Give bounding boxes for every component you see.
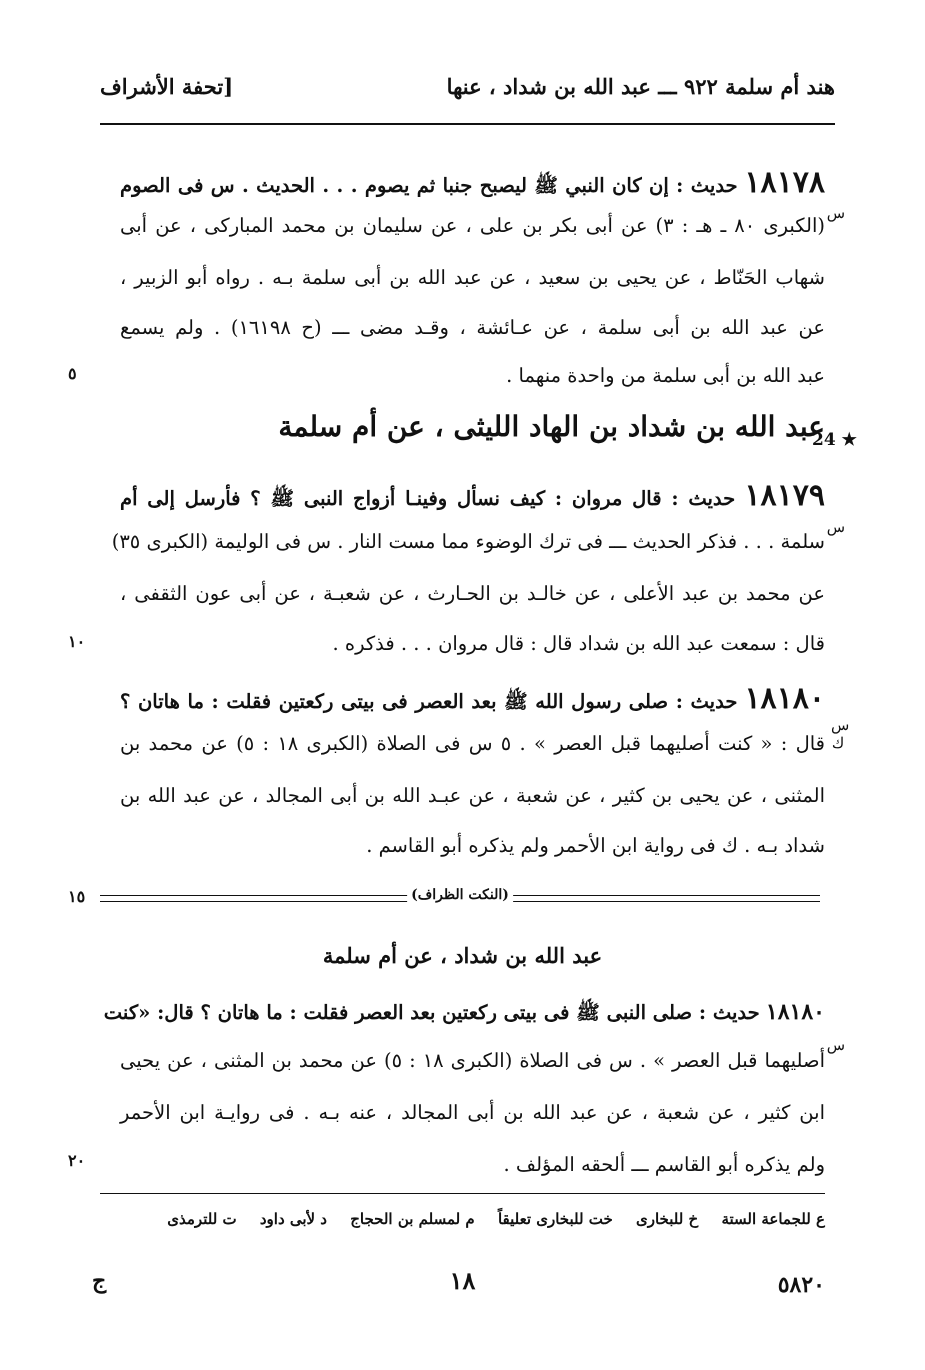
- nukat-divider: [100, 889, 820, 905]
- nukat-subtitle: عبد الله بن شداد ، عن أم سلمة: [322, 943, 603, 968]
- line-number: ١٠: [68, 632, 86, 651]
- hadith-number: ١٨١٧٩: [744, 478, 825, 513]
- line-number: ٢٠: [68, 1151, 86, 1170]
- running-header-left: [تحفة الأشراف: [100, 74, 234, 99]
- page-code: ٥٨٢٠: [777, 1272, 825, 1298]
- entry-line: ١٨١٨٠ حديث : صلى رسول الله ﷺ بعد العصر فى بيتى ركعتين فقلت : ما هاتان ؟: [120, 681, 826, 716]
- entry-line: ابن كثير ، عن شعبة ، عن عبد الله بن أبى المجالد ، عنه بـه . فى روايـة ابن الأحمر: [120, 1101, 825, 1124]
- entry-line: المثنى ، عن يحيى بن كثير ، عن شعبة ، عن عبـد الله بن أبى المجالد ، عن عبد الله بن: [120, 784, 825, 807]
- page-number: ١٨: [449, 1266, 476, 1295]
- margin-siglum: س: [826, 204, 845, 222]
- entry-line: عن محمد بن عبد الأعلى ، عن خالـد بن الحـارث ، عن شعبـة ، عن أبى عون الثقفى ،: [120, 582, 825, 605]
- entry-line: ١٨١٨٠ حديث : صلى النبى ﷺ فى بيتى ركعتين بعد العصر فقلت : ما هاتان ؟ قال: «كنت: [103, 999, 825, 1025]
- abbreviation: ع للجماعة الستة: [721, 1210, 825, 1228]
- abbreviation: خت للبخارى تعليقاً: [497, 1210, 613, 1228]
- entry-line: أصليهما قبل العصر » . س فى الصلاة (الكبرى ١٨ : ٥) عن محمد بن المثنى ، عن يحيى: [120, 1049, 825, 1072]
- entry-line: ١٨١٧٨ حديث : إن كان النبي ﷺ ليصبح جنبا ثم يصوم . . . الحديث . س فى الصوم: [120, 165, 825, 200]
- abbreviation-key: [149, 1210, 825, 1228]
- volume-letter: ج: [92, 1268, 107, 1294]
- entry-line: عبد الله بن أبى سلمة من واحدة منهما .: [506, 364, 825, 387]
- margin-siglum: س ك: [831, 716, 850, 752]
- entry-line: شداد بـه . ك فى رواية ابن الأحمر ولم يذكره أبو القاسم .: [366, 834, 825, 857]
- line-number: ١٥: [68, 887, 86, 906]
- abbreviation: ت للترمذى: [167, 1210, 237, 1228]
- margin-siglum: س: [826, 518, 845, 536]
- margin-siglum: س: [826, 1036, 845, 1054]
- hadith-number: ١٨١٨٠: [744, 681, 826, 716]
- entry-line: شهاب الحَنّاط ، عن يحيى بن سعيد ، عن عبد الله بن أبى سلمة بـه . رواه أبو الزبير ،: [120, 266, 825, 289]
- entry-line: سلمة . . . فذكر الحديث ـــ فى ترك الوضوء مما مست النار . س فى الوليمة (الكبرى ٣٥): [111, 530, 825, 553]
- footnote-rule: [100, 1193, 825, 1194]
- abbreviation: د لأبى داود: [259, 1210, 327, 1228]
- section-title: عبد الله بن شداد بن الهاد الليثى ، عن أم سلمة: [278, 410, 825, 443]
- entry-line: عن عبد الله بن أبى سلمة ، عن عـائشة ، وقـد مضى ـــ (ح ١٦١٩٨) . ولم يسمع: [120, 316, 826, 339]
- entry-line: ١٨١٧٩ حديث : قال مروان : كيف نسأل وفينـا أزواج النبى ﷺ ؟ فأرسل إلى أم: [120, 478, 825, 513]
- abbreviation: خ للبخارى: [636, 1210, 699, 1228]
- running-header-right: هند أم سلمة ٩٢٢ ـــ عبد الله بن شداد ، عنها: [446, 74, 835, 99]
- hadith-number: ١٨١٨٠: [765, 999, 825, 1025]
- entry-line: (الكبرى ٨٠ ـ هـ : ٣) عن أبى بكر بن على ، عن سليمان بن محمد المباركى ، عن أبى: [120, 214, 825, 237]
- nukat-label: (النكت الظراف): [407, 887, 513, 903]
- entry-line: ولم يذكره أبو القاسم ـــ ألحقه المؤلف .: [503, 1153, 825, 1176]
- entry-line: قال : « كنت أصليهما قبل العصر » . ٥ س فى الصلاة (الكبرى ١٨ : ٥) عن محمد بن: [120, 732, 826, 755]
- section-number: 24 ★: [812, 430, 857, 450]
- line-number: ٥: [68, 364, 77, 383]
- hadith-number: ١٨١٧٨: [744, 165, 825, 200]
- header-rule: [100, 123, 835, 125]
- abbreviation: م لمسلم بن الحجاج: [350, 1210, 475, 1228]
- entry-line: قال : سمعت عبد الله بن شداد قال : قال مروان . . . فذكره .: [332, 632, 825, 655]
